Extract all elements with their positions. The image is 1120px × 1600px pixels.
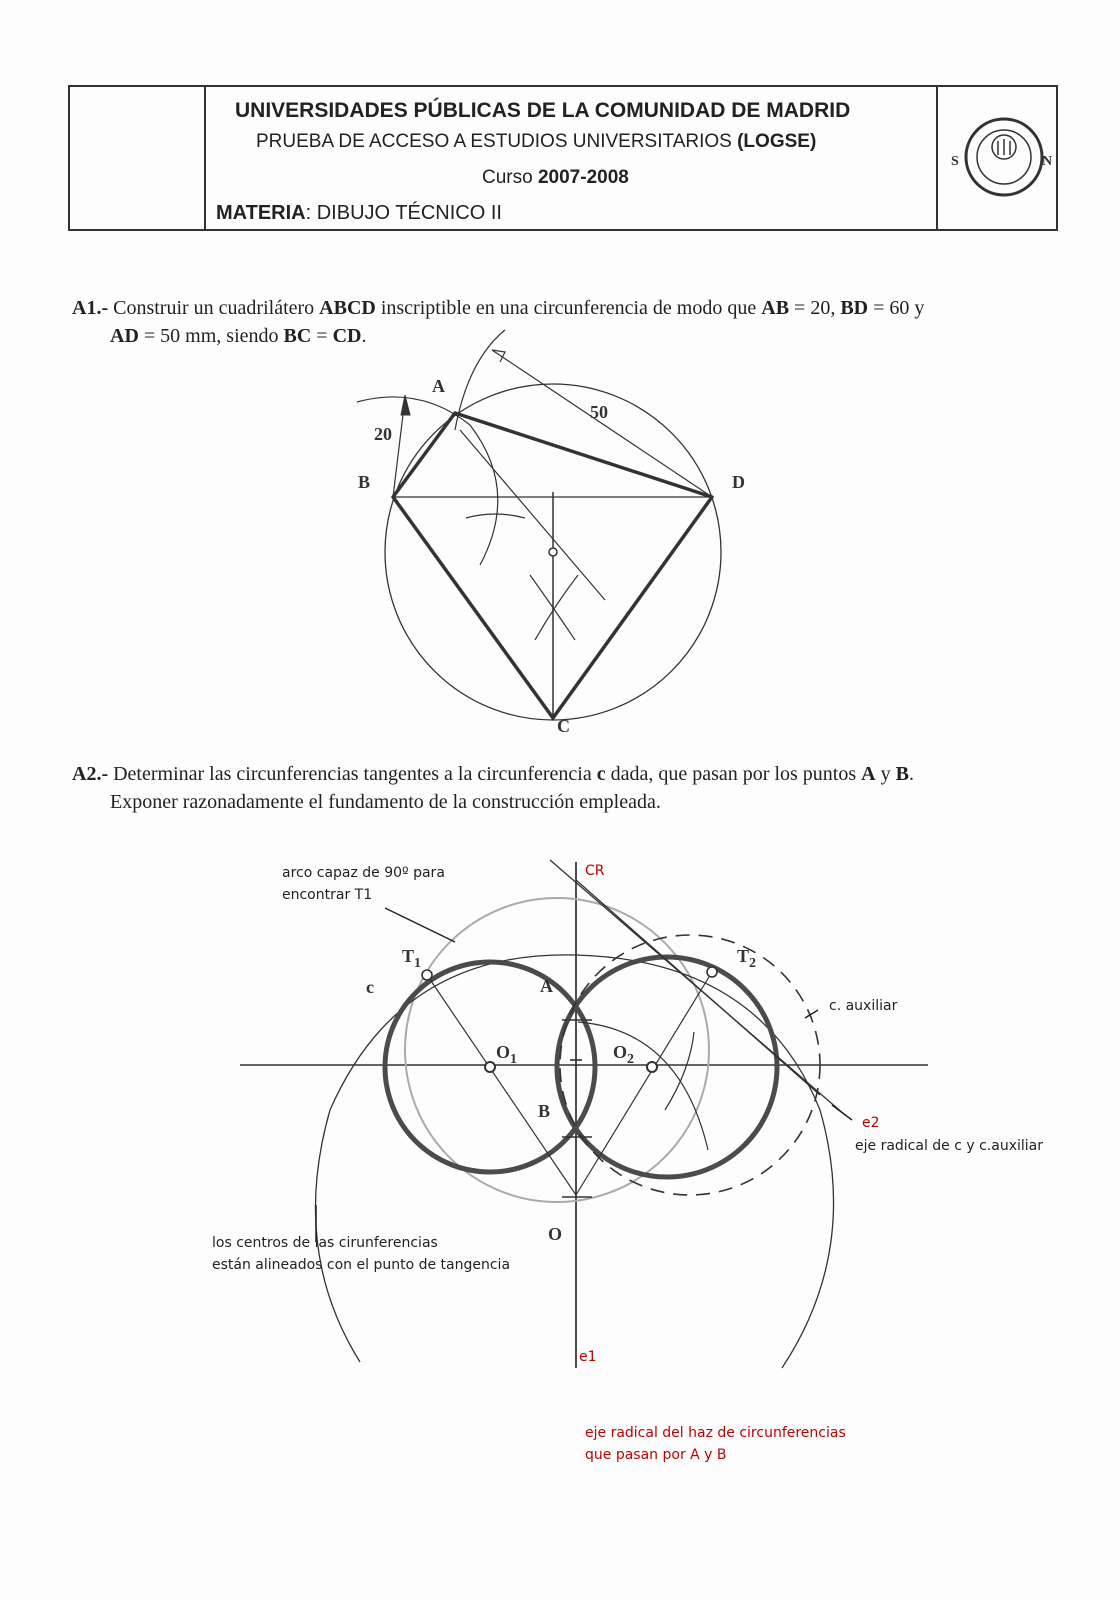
a2-text: y <box>875 763 896 785</box>
label-e1: e1 <box>579 1349 597 1365</box>
a2-text: . <box>908 763 914 785</box>
line-t2-o <box>576 972 712 1195</box>
a1-text: = 20, <box>789 297 841 319</box>
label-d: D <box>732 472 745 492</box>
a1-text: = 50 mm, siendo <box>138 325 284 347</box>
pointer-arco <box>385 908 455 942</box>
exam-bold: (LOGSE) <box>737 131 817 152</box>
label-a: A <box>540 976 553 996</box>
course-year: 2007-2008 <box>537 167 629 188</box>
label-cr: CR <box>585 863 605 879</box>
a2-number: A2.- <box>72 763 109 785</box>
a1-text: = 60 y <box>868 297 925 319</box>
label-o2: $O_2$ <box>613 1042 635 1067</box>
construction-line <box>576 880 820 1095</box>
label-a: A <box>432 376 445 396</box>
label-b: B <box>538 1101 551 1121</box>
point-o2 <box>647 1062 657 1072</box>
note-line: que pasan por A y B <box>585 1447 727 1463</box>
label-50: 50 <box>590 402 608 422</box>
a1-text: Construir un cuadrilátero <box>108 297 320 319</box>
a2-c: c <box>596 763 606 785</box>
big-circle-c <box>315 955 833 1368</box>
label-e2: e2 <box>862 1115 880 1131</box>
a1-bc: BC <box>283 325 312 347</box>
a1-number: A1.- <box>72 297 109 319</box>
subject-value: : DIBUJO TÉCNICO II <box>305 202 502 224</box>
pointer-e2 <box>832 1105 852 1120</box>
note-line: encontrar T1 <box>282 887 373 903</box>
note-line: arco capaz de 90º para <box>282 865 445 881</box>
point-t1 <box>422 970 432 980</box>
note-e2: eje radical de c y c.auxiliar <box>855 1138 1044 1154</box>
a1-ad: AD <box>110 325 139 347</box>
note-line: eje radical del haz de circunferencias <box>585 1425 846 1441</box>
a1-text: . <box>361 325 367 347</box>
point-o1 <box>485 1062 495 1072</box>
label-o: O <box>548 1224 563 1244</box>
a1-ab: AB <box>761 297 790 319</box>
note-line: los centros de las cirunferencias <box>212 1235 438 1251</box>
label-c: c <box>366 977 374 997</box>
a1-abcd: ABCD <box>319 297 376 319</box>
university-title: UNIVERSIDADES PÚBLICAS DE LA COMUNIDAD DE MADRID <box>235 99 851 122</box>
a2-text: Determinar las circunferencias tangentes a la circunferencia <box>108 763 597 785</box>
seal-letter-n: N <box>1042 154 1053 169</box>
label-t2: $T_2$ <box>737 946 757 971</box>
a1-cd: CD <box>332 325 362 347</box>
a1-text: inscriptible en una circunferencia de modo que <box>375 297 762 319</box>
label-t1: $T_1$ <box>402 946 422 971</box>
a1-text: = <box>311 325 333 347</box>
point-t2 <box>707 967 717 977</box>
note-line: están alineados con el punto de tangencia <box>212 1257 511 1273</box>
note-haz <box>585 1422 846 1466</box>
subject-label: MATERIA <box>216 202 306 224</box>
label-b: B <box>358 472 371 492</box>
circle-o2 <box>557 957 777 1177</box>
a2-a: A <box>861 763 876 785</box>
a2-line2: Exponer razonadamente el fundamento de la construcción empleada. <box>110 791 661 813</box>
label-20: 20 <box>374 424 392 444</box>
label-c: C <box>557 716 570 736</box>
a1-bd: BD <box>840 297 869 319</box>
course-prefix: Curso <box>482 167 538 188</box>
seal-letter-s: S <box>951 154 959 169</box>
label-o1: $O_1$ <box>496 1042 518 1067</box>
a2-b: B <box>895 763 909 785</box>
exam-prefix: PRUEBA DE ACCESO A ESTUDIOS UNIVERSITARIOS <box>256 131 738 152</box>
note-arco-capaz <box>282 862 445 906</box>
note-centros <box>212 1232 510 1276</box>
note-auxiliar: c. auxiliar <box>829 998 898 1014</box>
a2-text: dada, que pasan por los puntos <box>605 763 862 785</box>
